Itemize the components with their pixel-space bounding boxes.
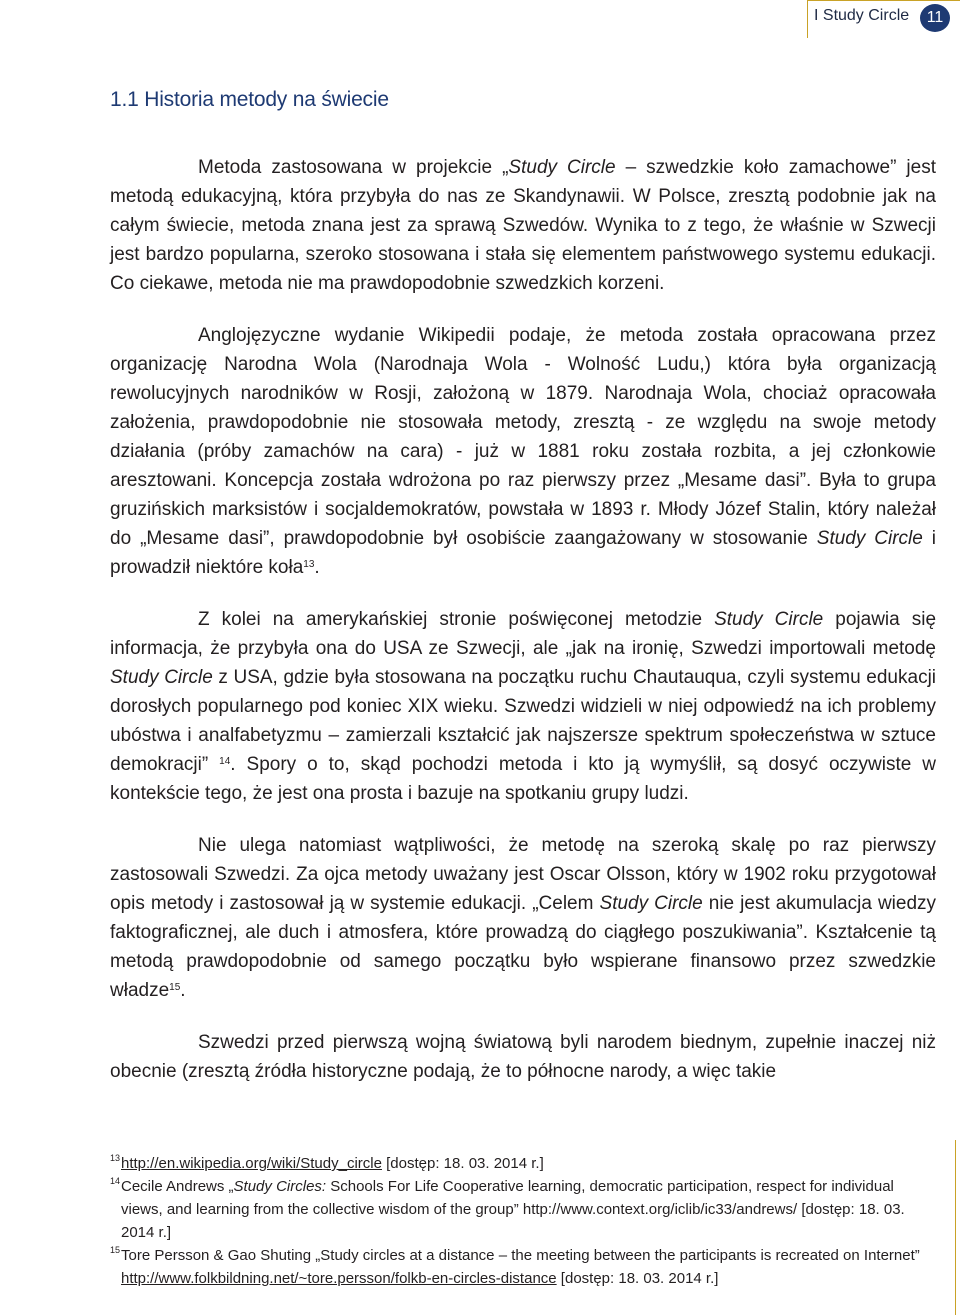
footnote-ref: 14 <box>219 756 231 767</box>
link-text[interactable]: http://www.folkbildning.net/~tore.persson/folkb-en-circles-distance <box>121 1270 557 1287</box>
paragraph <box>110 605 936 808</box>
text-run: pojawia się informacja, że przybyła ona do USA ze Szwecji, ale „jak na ironię, Szwedzi importowali metodę <box>110 609 937 659</box>
footnote-number: 15 <box>110 1245 121 1255</box>
section-title: 1.1 Historia metody na świecie <box>110 88 389 111</box>
italic-text: Study Circle <box>714 609 824 630</box>
text-run: Cecile Andrews „ <box>121 1178 234 1195</box>
footnotes <box>110 1152 936 1290</box>
italic-text: Study Circle <box>110 667 213 688</box>
text-run: Metoda zastosowana w projekcie „ <box>198 157 509 178</box>
text-run: i prowadził niektóre koła <box>110 528 937 578</box>
text-run: Nie ulega natomiast wątpliwości, że metodę na szeroką skalę po raz pierwszy zastosowali Szwedzi. Za ojca metody uważany jest Oscar Olsson, który w 1902 roku przygotował opis metody i zastosował ją w systemie edukacji. „Celem <box>110 835 936 914</box>
body-text <box>110 153 936 1086</box>
text-run: Schools For Life Cooperative learning, democratic participation, respect for individual views, and learning from the collective wisdom of the group” http://www.context.org/iclib/ic33/andrews/ [dostęp: 18. 03. 2014 r.] <box>121 1178 905 1241</box>
footnote <box>110 1152 936 1175</box>
header-divider <box>807 0 808 38</box>
paragraph <box>110 153 936 298</box>
text-run: nie jest akumulacja wiedzy faktograficznej, ale duch i atmosfera, które prowadzą do ciągłego poszukiwania”. Kształcenie tą metodą prawdopodobnie od samego początku było wspierane finansowo przez szwedzkie władze <box>110 893 937 1001</box>
text-run: [dostęp: 18. 03. 2014 r.] <box>381 1155 544 1172</box>
footnote-number: 13 <box>110 1153 121 1163</box>
italic-text: Study Circle <box>599 893 703 914</box>
italic-text: Study Circle <box>816 528 923 549</box>
italic-text: Study Circles: <box>233 1178 327 1195</box>
text-run: z USA, gdzie była stosowana na początku ruchu Chautauqua, czyli systemu edukacji dorosłych popularnego pod koniec XIX wieku. Szwedzi widzieli w niej odpowiedź na ich problemy ubóstwa i analfabetyzmu – zamierzali kształcić jak najszersze spektrum społeczeństwa w sztuce demokracji” <box>110 667 937 775</box>
paragraph <box>110 321 936 582</box>
text-run: Tore Persson & Gao Shuting „Study circles at a distance – the meeting between the participants is recreated on Internet” <box>121 1247 920 1264</box>
text-run: – szwedzkie koło zamachowe” jest metodą edukacyjną, która przybyła do nas ze Skandynawii. W Polsce, zresztą podobnie jak na całym świecie, metoda znana jest za sprawą Szwedów. Wynika to z tego, że właśnie w Szwecji jest bardzo popularna, szeroko stosowana i stała się elementem państwowego systemu edukacji. Co ciekawe, metoda nie ma prawdopodobnie szwedzkich korzeni. <box>110 157 936 294</box>
footnote <box>110 1175 936 1244</box>
text-run: . <box>180 980 186 1001</box>
text-run: . <box>314 557 320 578</box>
text-run: Anglojęzyczne wydanie Wikipedii podaje, że metoda została opracowana przez organizację Narodna Wola (Narodnaja Wola - Wolność Ludu,) która była organizacją rewolucyjnych narodników w Rosji, założoną w 1879. Narodnaja Wola, chociaż opracowała założenia, prawdopodobnie nie stosowała metody, zresztą - ze względu na swoje metody działania (próby zamachów na cara) - już w 1881 roku została rozbita, a jej członkowie aresztowani. Koncepcja została wdrożona po raz pierwszy przez „Mesame dasi”. Była to grupa gruzińskich marksistów i socjaldemokratów, powstała w 1893 r. Młody Józef Stalin, który należał do „Mesame dasi”, prawdopodobnie był osobiście zaangażowany w stosowanie <box>110 325 936 549</box>
paragraph <box>110 1028 936 1086</box>
italic-text: Study Circle <box>508 157 616 178</box>
footnote-ref: 13 <box>303 559 315 570</box>
text-run: Z kolei na amerykańskiej stronie poświęconej metodzie <box>198 609 715 630</box>
text-run: [dostęp: 18. 03. 2014 r.] <box>556 1270 719 1287</box>
paragraph <box>110 831 936 1005</box>
margin-rule <box>955 1140 956 1315</box>
text-run: . Spory o to, skąd pochodzi metoda i kto ją wymyślił, są dosyć oczywiste w kontekście tego, że jest ona prosta i bazuje na spotkaniu grupy ludzi. <box>110 754 936 804</box>
header-rule <box>807 0 960 1</box>
footnote <box>110 1244 936 1290</box>
text-run: Szwedzi przed pierwszą wojną światową byli narodem biednym, zupełnie inaczej niż obecnie (zresztą źródła historyczne podają, że to północne narody, a więc takie <box>110 1032 936 1082</box>
footnote-ref: 15 <box>169 982 181 993</box>
page-number-badge: 11 <box>920 4 950 32</box>
running-title: I Study Circle <box>814 7 910 24</box>
footnote-number: 14 <box>110 1176 121 1186</box>
link-text[interactable]: http://en.wikipedia.org/wiki/Study_circle <box>121 1155 382 1172</box>
